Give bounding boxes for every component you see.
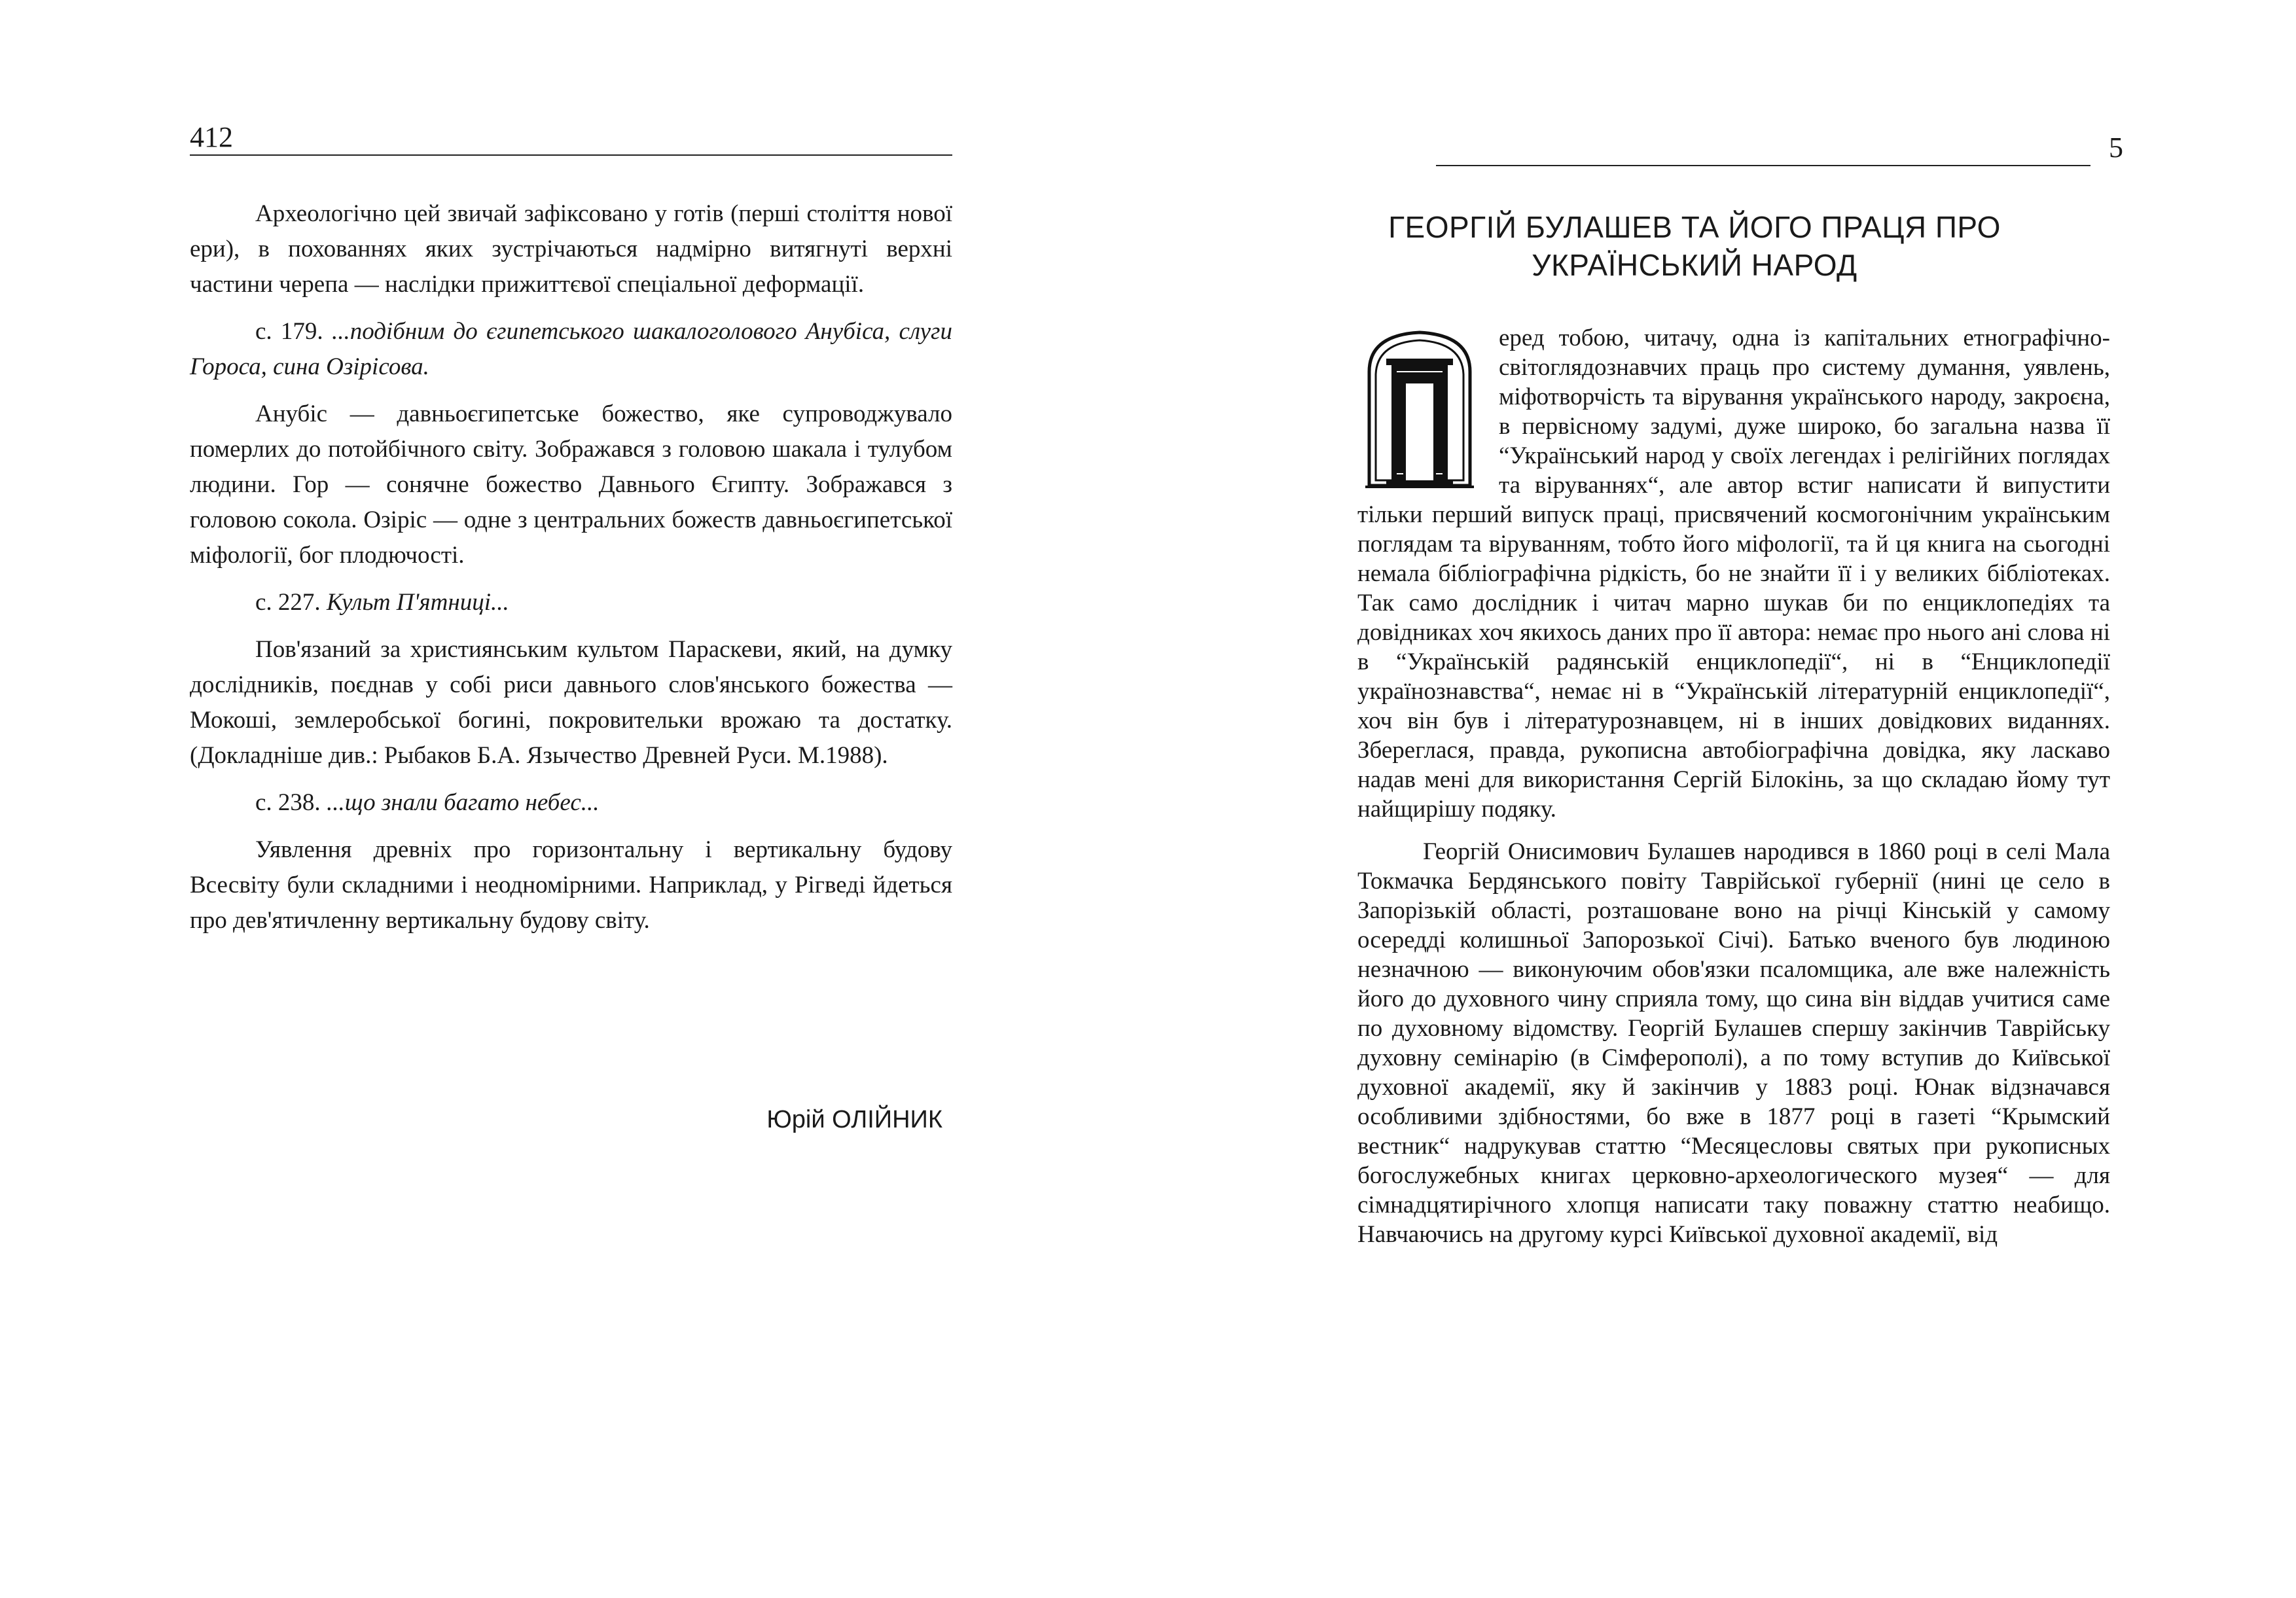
drop-cap-letter-icon [1357,326,1482,489]
header-rule [1436,165,2090,166]
right-text-column [1357,323,2110,1249]
drop-cap-ornament [1357,326,1482,489]
page-number: 5 [2109,132,2123,164]
header-rule [190,154,952,156]
note-238 [190,785,952,821]
left-text-column [190,196,952,950]
note-ref: с. 238. [255,789,327,816]
biography-paragraph: Георгій Онисимович Булашев народився в 1860 році в селі Мала Токмачка Бердянського повіту Таврійської губернії (нині це село в Запорізькій області, розташоване воно на річці Кінській у самому осередді колишньої Запорозької Січі). Батько вченого був людиною незначною — виконуючим обов'язки псаломщика, але вже належність його до духовного чину сприяла тому, що сина він віддав учитися саме по духовному відомству. Георгій Булашев спершу закінчив Таврійську духовну семінарію (в Сімферополі), а по тому вступив до Київської духовної академії, яку й закінчив у 1883 році. Юнак відзначався особливими здібностями, бо вже в 1877 році в газеті “Крымский вестник“ надрукував статтю “Месяцесловы святых при рукописных богослужебных книгах церковно-археологического музея“ — для сімнадцятирічного хлопця написати таку поважну статтю неабищо. Навчаючись на другому курсі Київської духовної академії, від [1357,838,2110,1248]
note-227 [190,585,952,620]
note-ref: с. 227. [255,589,327,616]
note-ref: с. 179. [255,318,332,345]
paragraph: Уявлення древніх про горизонтальну і вертикальну будову Всесвіту були складними і неодномірними. Наприклад, у Рігведі йдеться про дев'ятичленну вертикальну будову світу. [190,836,952,934]
note-quote: Культ П'ятниці... [326,589,509,616]
note-quote: ...подібним до єгипетського шакалоголового Анубіса, слуги Гороса, сина Озірісова. [190,318,952,380]
page-number: 412 [190,121,233,153]
note-quote: ...що знали багато небес... [326,789,600,816]
right-page [1148,0,2296,1598]
intro-paragraph: еред тобою, читачу, одна із капітальних етнографічно-світоглядознавчих праць про систему думання, уявлень, міфотворчість та вірування українського народу, закроєна, в первісному задумі, дуже широко, бо загальна назва її “Український народ у своїх легендах і релігійних поглядах та віруваннях“, але автор встиг написати й випустити тільки перший випуск праці, присвячений космогонічним українським поглядам та віруванням, тобто його міфології, та й ця книга на сьогодні немала бібліографічна рідкість, бо не знайти її і у великих бібліотеках. Так само дослідник і читач марно шукав би по енциклопедіях та довідниках хоч якихось даних про її автора: немає про нього ані слова ні в “Українській радянській енциклопедії“, ні в “Енциклопедії українознавства“, немає ні в “Українській літературній енциклопедії“, хоч він був і літературознавцем, ні в інших довідкових виданнях. Збереглася, правда, рукописна автобіографічна довідка, яку ласкаво надав мені для використання Сергій Білокінь, за що складаю йому тут найщирішу подяку. [1357,325,2110,823]
paragraph: Пов'язаний за християнським культом Параскеви, який, на думку дослідників, поєднав у собі риси давнього слов'янського божества — Мокоші, землеробської богині, покровительки врожаю та достатку. (Докладніше див.: Рыбаков Б.А. Язычество Древней Руси. М.1988). [190,636,952,769]
chapter-title: ГЕОРГІЙ БУЛАШЕВ ТА ЙОГО ПРАЦЯ ПРО УКРАЇНСЬКИЙ НАРОД [1388,210,2001,282]
paragraph: Анубіс — давньоєгипетське божество, яке супроводжувало померлих до потойбічного світу. Зображався з головою шакала і тулубом людини. Гор — сонячне божество Давнього Єгипту. Зображався з головою сокола. Озіріс — одне з центральних божеств давньоєгипетської міфології, бог плодючості. [190,400,952,569]
author-signature: Юрій ОЛІЙНИК [766,1106,942,1133]
note-179 [190,314,952,385]
paragraph: Археологічно цей звичай зафіксовано у готів (перші століття нової ери), в похованнях яких зустрічаються надмірно витягнуті верхні частини черепа — наслідки прижиттєвої спеціальної деформації. [190,200,952,298]
